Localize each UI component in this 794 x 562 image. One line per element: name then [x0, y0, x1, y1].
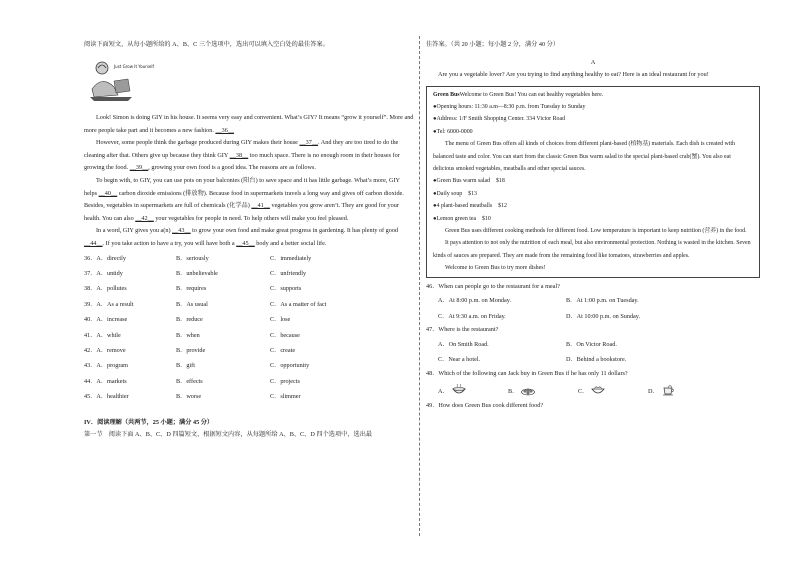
cloze-instruction: 阅读下面短文，从每小题所给的 A、B、C 三个选项中，选出可以填入空白处的最佳答案。: [84, 41, 329, 48]
option-a[interactable]: 37．A．untidy: [84, 269, 123, 277]
option-a[interactable]: 44．A．markets: [84, 377, 127, 385]
salad-bowl-icon: [591, 384, 605, 396]
meatballs-icon: [521, 384, 535, 396]
paragraph-1: Look! Simon is doing GIY in his house. It seems very easy and convenient. What’s GIY? It means “grow it yourself”. More and more people take part and it becomes a new fashion. __36__: [84, 114, 414, 134]
telephone: ●Tel: 6000-0000: [433, 128, 473, 135]
option-a[interactable]: 39．A．As a result: [84, 300, 134, 308]
option-b[interactable]: B．seriously: [176, 254, 209, 262]
option-a[interactable]: A．On Smith Road.: [438, 340, 489, 348]
option-a[interactable]: 38．A．pollutes: [84, 285, 127, 293]
soup-bowl-icon: [452, 384, 466, 396]
option-c[interactable]: C．Near a hotel.: [438, 356, 481, 364]
blank-43: __43__: [172, 227, 191, 235]
q46-options-row-2: [426, 309, 760, 325]
menu-item: ●Daily soup $13: [433, 190, 477, 197]
option-a[interactable]: 45．A．healthier: [84, 393, 129, 401]
paragraph-2: However, some people think the garbage produced during GIY makes their house __37__. And they are too tired to do the cleaning after that. Others give up because they think GIY __38__ too much space. There is no enough room in their houses for growing the food. __39__, growing your own food is a good idea. The reasons are as follows.: [84, 139, 400, 172]
options-row-43: [84, 358, 414, 373]
option-c[interactable]: C．At 9:30 a.m. on Friday.: [438, 312, 506, 320]
blank-41: __41__: [251, 202, 270, 210]
q47-options-row-1: [426, 337, 760, 353]
option-a[interactable]: 43．A．program: [84, 362, 128, 370]
blank-36: __36__: [215, 126, 234, 134]
question-46: 46．When can people go to the restaurant for a meal?: [426, 282, 560, 290]
options-row-41: [84, 328, 414, 343]
column-divider: [419, 36, 420, 536]
option-b[interactable]: B．requires: [176, 285, 207, 293]
option-c[interactable]: C．projects: [270, 377, 300, 385]
option-a[interactable]: 42．A．remove: [84, 346, 126, 354]
blank-38: __38__: [229, 151, 249, 159]
option-c[interactable]: C．supports: [270, 285, 302, 293]
blank-37: __37__: [299, 139, 319, 147]
option-d[interactable]: D．Behind a bookstore.: [566, 356, 627, 364]
option-b[interactable]: B．worse: [176, 393, 202, 401]
blank-42: __42__: [135, 214, 154, 222]
options-row-40: [84, 312, 414, 327]
option-d[interactable]: D．At 10:00 p.m. on Sunday.: [566, 312, 641, 320]
address: ●Address: 1/F Smith Shopping Center. 334 Victor Road: [433, 116, 566, 123]
logo-text: Just Grow It Yourself: [114, 64, 154, 69]
section-4-intro: 第一节 阅读下面 A、B、C、D 四篇短文，根据短文内容，从每题所给 A、B、C、D 四个选项中，选出最: [84, 430, 373, 438]
option-b[interactable]: B．gift: [176, 362, 195, 370]
paragraph-4: In a word, GIY gives you a(n) __43__ to grow your own food and make great progress in gardening. It has plenty of good __44__. If you take action to have a try, you will have both a __45__ body and a better social life.: [84, 227, 399, 247]
ad-headline: Green BusWelcome to Green Bus! You can eat healthy vegetables here.: [433, 91, 604, 98]
option-c[interactable]: C．because: [270, 331, 300, 339]
option-b[interactable]: B．unbelievable: [176, 269, 218, 277]
options-row-42: [84, 343, 414, 358]
cloze-options: [84, 251, 414, 405]
tea-cup-icon: [662, 384, 676, 396]
option-a[interactable]: 36．A．directly: [84, 254, 126, 262]
menu-item: ●4 plant-based meatballs $12: [433, 203, 507, 210]
menu-description: The menu of Green Bus offers all kinds of choices from different plant-based (植物基) materials. Each dish is created with balanced taste and color. You can start from the classic Green Bus warm salad to the special plant-based crab(蟹). You also eat delicious smoked vegetables, meatballs and other special sauces.: [433, 141, 735, 173]
options-row-37: [84, 266, 414, 281]
options-row-39: [84, 297, 414, 312]
giy-logo-icon: [88, 59, 154, 103]
option-a[interactable]: 40．A．increase: [84, 316, 128, 324]
blank-45: __45__: [236, 239, 255, 247]
paragraph-3: To begin with, to GIY, you can use pots on your balconies (阳台) to save space and it has little garbage. What’s more, GIY helps __40__ carbon dioxide emissions (排放物). Because food in supermarkets travels a long way and gives off carbon dioxide. Besides, vegetables in supermarkets are full of chemicals (化学品) __41__ vegetables you grow aren’t. They are good for your health. You can also __42__ your vegetables for people in need. To help others will make you feel pleased.: [84, 176, 404, 222]
menu-item: ●Lemon green tea $10: [433, 215, 491, 222]
environment-note: It pays attention to not only the nutrition of each meal, but also environmental protection. Nothing is wasted in the kitchen. Seven kinds of sauces are prepared. They are made from the remaining food like tomatoes, strawberries and apples.: [433, 240, 751, 259]
blank-40: __40__: [98, 189, 118, 197]
option-b[interactable]: B．provide: [176, 346, 206, 354]
option-a[interactable]: 41．A．while: [84, 331, 121, 339]
option-b[interactable]: B．On Victor Road.: [566, 340, 617, 348]
question-49: 49．How does Green Bus cook different food?: [426, 402, 544, 410]
passage-intro: Are you a vegetable lover? Are you trying to find anything healthy to eat? Here is an ideal restaurant for you!: [438, 71, 709, 78]
option-b[interactable]: B．As usual: [176, 300, 208, 308]
q47-options-row-2: [426, 352, 760, 368]
question-48: 48．Which of the following can Jack buy in Green Bus if he has only 11 dollars?: [426, 369, 628, 377]
option-d[interactable]: D．: [648, 384, 718, 396]
passage-letter: A: [590, 59, 596, 66]
option-c[interactable]: C．unfriendly: [270, 269, 307, 277]
options-row-38: [84, 281, 414, 296]
option-c[interactable]: C．lose: [270, 316, 291, 324]
options-row-36: [84, 251, 414, 266]
cooking-methods: Green Bus uses different cooking methods for different food. Low temperature is important to keep nutrition (营养) in the food.: [445, 228, 747, 235]
option-a[interactable]: A．: [438, 384, 508, 396]
option-c[interactable]: C．As a matter of fact: [270, 300, 327, 308]
option-c[interactable]: C．: [578, 384, 648, 396]
option-b[interactable]: B．effects: [176, 377, 203, 385]
option-b[interactable]: B．At 1:00 p.m. on Tuesday.: [566, 297, 639, 305]
option-c[interactable]: C．create: [270, 346, 296, 354]
option-b[interactable]: B．: [508, 384, 578, 396]
section-4-title: IV．阅读理解（共两节，25 小题；满分 45 分）: [84, 418, 214, 426]
question-47: 47．Where is the restaurant?: [426, 326, 499, 334]
left-column: [84, 40, 414, 441]
q48-picture-options: [426, 380, 760, 400]
option-a[interactable]: A．At 8:00 p.m. on Monday.: [438, 297, 511, 305]
option-c[interactable]: C．slimmer: [270, 393, 301, 401]
opening-hours: ●Opening hours: 11:30 a.m—8:30 p.m. from Tuesday to Sunday: [433, 104, 586, 110]
option-b[interactable]: B．reduce: [176, 316, 203, 324]
right-column: [426, 40, 760, 413]
blank-39: __39__: [129, 164, 149, 172]
section-4-intro-continued: 佳答案。（共 20 小题；每小题 2 分，满分 40 分）: [426, 41, 560, 48]
option-c[interactable]: C．opportunity: [270, 362, 310, 370]
welcome-line: Welcome to Green Bus to try more dishes!: [445, 265, 546, 272]
options-row-45: [84, 389, 414, 404]
option-c[interactable]: C．immediately: [270, 254, 312, 262]
options-row-44: [84, 374, 414, 389]
blank-44: __44__: [84, 239, 103, 247]
option-b[interactable]: B．when: [176, 331, 200, 339]
menu-item: ●Green Bus warm salad $18: [433, 178, 505, 185]
restaurant-name: Green Bus: [433, 91, 460, 98]
q46-options-row-1: [426, 293, 760, 309]
restaurant-ad-box: [426, 86, 760, 278]
